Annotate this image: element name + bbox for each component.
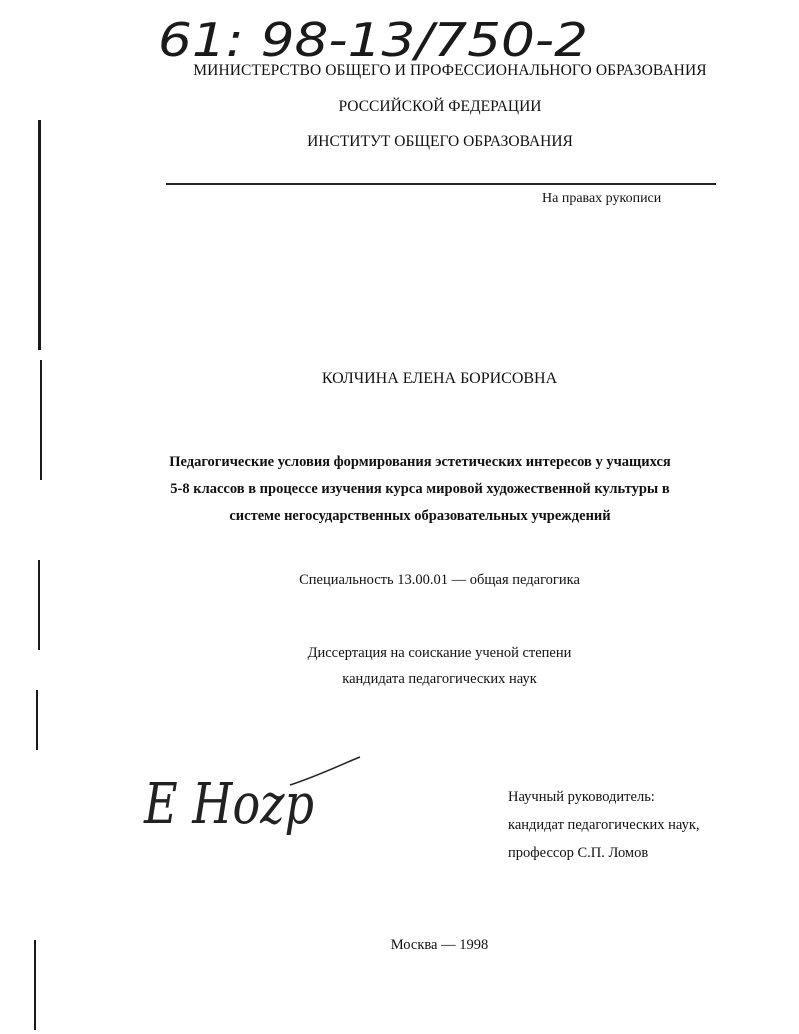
handwritten-signature xyxy=(140,745,370,855)
supervisor-name: профессор С.П. Ломов xyxy=(508,845,649,861)
author-name: КОЛЧИНА ЕЛЕНА БОРИСОВНА xyxy=(321,370,558,387)
scan-edge-artifact xyxy=(36,690,38,750)
specialty: Специальность 13.00.01 — общая педагогика xyxy=(299,572,580,588)
scan-edge-artifact xyxy=(34,940,36,1030)
federation-heading: РОССИЙСКОЙ ФЕДЕРАЦИИ xyxy=(338,98,542,115)
supervisor-label: Научный руководитель: xyxy=(508,789,655,805)
city-year: Москва — 1998 xyxy=(390,937,489,953)
thesis-title-line: системе негосударственных образовательных учреждений xyxy=(229,508,611,524)
thesis-title-line: Педагогические условия формирования эстетических интересов у учащихся xyxy=(169,454,671,470)
scan-edge-artifact xyxy=(38,120,41,350)
signature-text: E Hozp xyxy=(143,772,314,837)
institute-heading: ИНСТИТУТ ОБЩЕГО ОБРАЗОВАНИЯ xyxy=(307,133,573,150)
archive-number-text: 61: 98-13/750-2 xyxy=(158,13,588,67)
dissertation-line-2: кандидата педагогических наук xyxy=(342,671,537,687)
header-divider xyxy=(166,183,716,185)
rights-note: На правах рукописи xyxy=(542,191,662,206)
archive-number-handwritten xyxy=(150,6,600,68)
supervisor-degree: кандидат педагогических наук, xyxy=(508,817,700,833)
ministry-heading: МИНИСТЕРСТВО ОБЩЕГО И ПРОФЕССИОНАЛЬНОГО ОБРАЗОВАНИЯ xyxy=(193,62,707,79)
thesis-title-line: 5-8 классов в процессе изучения курса мировой художественной культуры в xyxy=(170,481,670,497)
dissertation-line-1: Диссертация на соискание ученой степени xyxy=(307,645,572,661)
